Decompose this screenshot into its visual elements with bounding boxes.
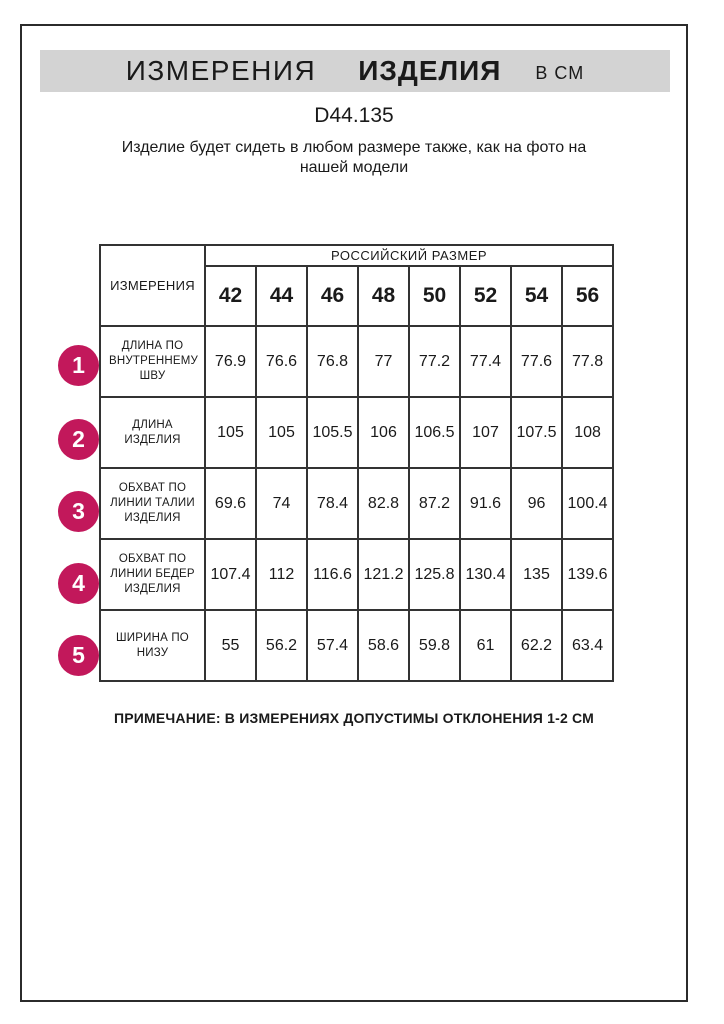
- size-col-56: 56: [562, 266, 613, 326]
- size-value-cell: 107.4: [205, 539, 256, 610]
- document-frame: [20, 24, 688, 1002]
- row-number-badge-1: 1: [58, 345, 99, 386]
- measurement-label: ДЛИНА ПО ВНУТРЕННЕМУ ШВУ: [100, 326, 205, 397]
- table-row-waist-girth: [100, 468, 613, 539]
- size-value-cell: 77.2: [409, 326, 460, 397]
- size-value-cell: 91.6: [460, 468, 511, 539]
- size-value-cell: 59.8: [409, 610, 460, 681]
- size-value-cell: 105: [256, 397, 307, 468]
- size-value-cell: 56.2: [256, 610, 307, 681]
- size-value-cell: 58.6: [358, 610, 409, 681]
- size-value-cell: 105.5: [307, 397, 358, 468]
- title-unit-cm: В СМ: [535, 62, 585, 83]
- size-value-cell: 112: [256, 539, 307, 610]
- size-table: [99, 244, 614, 682]
- size-value-cell: 130.4: [460, 539, 511, 610]
- row-number-badge-3: 3: [58, 491, 99, 532]
- size-value-cell: 76.9: [205, 326, 256, 397]
- size-value-cell: 107.5: [511, 397, 562, 468]
- size-col-54: 54: [511, 266, 562, 326]
- title-bar: [40, 50, 670, 92]
- row-number-badge-5: 5: [58, 635, 99, 676]
- size-value-cell: 63.4: [562, 610, 613, 681]
- tolerance-note: ПРИМЕЧАНИЕ: В ИЗМЕРЕНИЯХ ДОПУСТИМЫ ОТКЛОНЕНИЯ 1-2 СМ: [113, 710, 595, 726]
- size-value-cell: 61: [460, 610, 511, 681]
- measurement-label: ОБХВАТ ПО ЛИНИИ БЕДЕР ИЗДЕЛИЯ: [100, 539, 205, 610]
- size-value-cell: 125.8: [409, 539, 460, 610]
- row-number-badge-4: 4: [58, 563, 99, 604]
- size-value-cell: 77: [358, 326, 409, 397]
- table-row-hip-girth: [100, 539, 613, 610]
- size-value-cell: 77.6: [511, 326, 562, 397]
- size-value-cell: 139.6: [562, 539, 613, 610]
- size-value-cell: 116.6: [307, 539, 358, 610]
- measurement-label: ОБХВАТ ПО ЛИНИИ ТАЛИИ ИЗДЕЛИЯ: [100, 468, 205, 539]
- measurement-label: ШИРИНА ПО НИЗУ: [100, 610, 205, 681]
- product-code: D44.135: [314, 104, 394, 127]
- size-value-cell: 69.6: [205, 468, 256, 539]
- size-value-cell: 107: [460, 397, 511, 468]
- size-value-cell: 135: [511, 539, 562, 610]
- table-row-bottom-width: [100, 610, 613, 681]
- title-product: ИЗДЕЛИЯ: [358, 55, 502, 86]
- size-value-cell: 55: [205, 610, 256, 681]
- table-row-inseam-length: [100, 326, 613, 397]
- size-col-52: 52: [460, 266, 511, 326]
- size-value-cell: 77.8: [562, 326, 613, 397]
- measurements-column-header: ИЗМЕРЕНИЯ: [100, 245, 205, 326]
- group-header-row: [100, 245, 613, 266]
- size-col-48: 48: [358, 266, 409, 326]
- size-value-cell: 78.4: [307, 468, 358, 539]
- size-col-42: 42: [205, 266, 256, 326]
- russian-size-header: РОССИЙСКИЙ РАЗМЕР: [205, 245, 613, 266]
- fit-description: Изделие будет сидеть в любом размере также, как на фото на нашей модели: [121, 139, 587, 176]
- size-value-cell: 105: [205, 397, 256, 468]
- size-col-50: 50: [409, 266, 460, 326]
- size-value-cell: 100.4: [562, 468, 613, 539]
- size-value-cell: 106.5: [409, 397, 460, 468]
- size-value-cell: 76.8: [307, 326, 358, 397]
- row-number-badge-2: 2: [58, 419, 99, 460]
- size-value-cell: 106: [358, 397, 409, 468]
- size-value-cell: 87.2: [409, 468, 460, 539]
- size-value-cell: 121.2: [358, 539, 409, 610]
- size-col-46: 46: [307, 266, 358, 326]
- size-col-44: 44: [256, 266, 307, 326]
- size-value-cell: 82.8: [358, 468, 409, 539]
- size-value-cell: 77.4: [460, 326, 511, 397]
- size-value-cell: 96: [511, 468, 562, 539]
- size-value-cell: 74: [256, 468, 307, 539]
- measurement-label: ДЛИНА ИЗДЕЛИЯ: [100, 397, 205, 468]
- table-row-item-length: [100, 397, 613, 468]
- size-value-cell: 76.6: [256, 326, 307, 397]
- title-measurements: ИЗМЕРЕНИЯ: [125, 55, 317, 86]
- size-value-cell: 62.2: [511, 610, 562, 681]
- size-value-cell: 57.4: [307, 610, 358, 681]
- size-value-cell: 108: [562, 397, 613, 468]
